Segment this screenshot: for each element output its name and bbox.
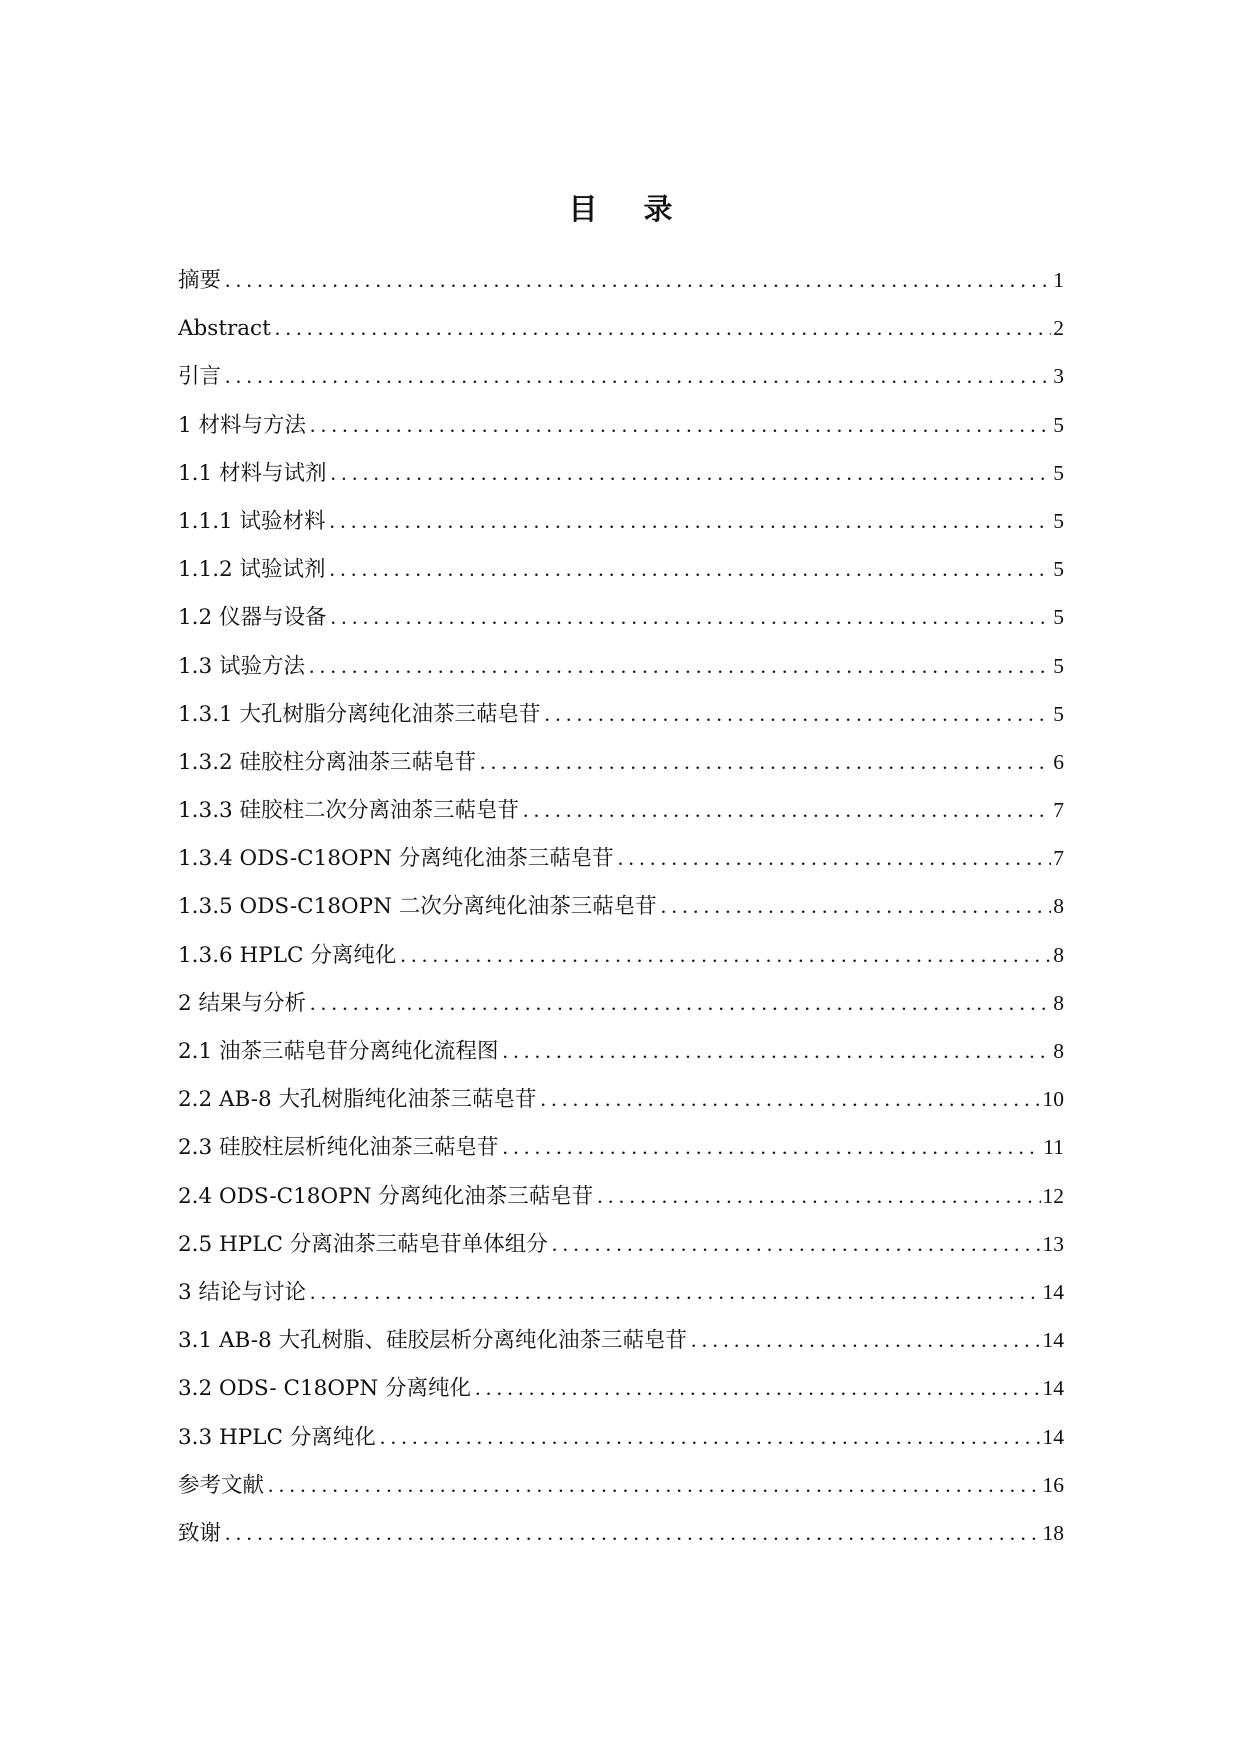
toc-entry-label: 3 结论与讨论: [178, 1279, 307, 1305]
toc-entry[interactable]: [178, 1278, 1064, 1326]
toc-dot-leader: [331, 459, 1052, 487]
toc-entry-page-number: 14: [1042, 1328, 1064, 1353]
toc-dot-leader: [597, 1182, 1040, 1210]
toc-entry-label: 3.3 HPLC 分离纯化: [178, 1424, 376, 1450]
toc-entry[interactable]: [178, 1374, 1064, 1422]
toc-dot-leader: [309, 652, 1051, 680]
toc-dot-leader: [310, 1278, 1040, 1306]
toc-dot-leader: [618, 844, 1052, 872]
toc-entry-label: 1.1.2 试验试剂: [178, 557, 326, 583]
toc-entry-label: 1.3.4 ODS-C18OPN 分离纯化油茶三萜皂苷: [178, 846, 614, 872]
toc-entry-label: 3.1 AB-8 大孔树脂、硅胶层析分离纯化油茶三萜皂苷: [178, 1328, 688, 1354]
toc-entry-page-number: 11: [1043, 1135, 1064, 1160]
toc-entry[interactable]: [178, 314, 1064, 362]
toc-entry[interactable]: [178, 603, 1064, 651]
toc-dot-leader: [330, 507, 1052, 535]
toc-entry[interactable]: [178, 844, 1064, 892]
toc-entry-page-number: 3: [1053, 364, 1064, 389]
toc-entry-label: 1.3.2 硅胶柱分离油茶三萜皂苷: [178, 749, 477, 775]
toc-dot-leader: [480, 748, 1051, 776]
toc-entry[interactable]: [178, 941, 1064, 989]
toc-entry-page-number: 7: [1053, 846, 1064, 871]
toc-entry-page-number: 12: [1042, 1183, 1064, 1208]
toc-dot-leader: [541, 1085, 1041, 1113]
toc-dot-leader: [225, 362, 1051, 390]
toc-dot-leader: [380, 1423, 1041, 1451]
toc-entry-page-number: 5: [1053, 605, 1064, 630]
toc-entry-page-number: 1: [1053, 268, 1064, 292]
toc-entry-label: 2.3 硅胶柱层析纯化油茶三萜皂苷: [178, 1135, 499, 1161]
toc-dot-leader: [503, 1037, 1052, 1065]
toc-dot-leader: [310, 411, 1051, 439]
toc-entry-page-number: 7: [1053, 798, 1064, 823]
toc-entry-page-number: 18: [1042, 1520, 1064, 1545]
toc-entry[interactable]: [178, 989, 1064, 1037]
toc-entry[interactable]: [178, 266, 1064, 314]
toc-dot-leader: [225, 1519, 1040, 1547]
toc-dot-leader: [268, 1471, 1040, 1499]
toc-entry-label: 致谢: [178, 1520, 222, 1546]
toc-entry-page-number: 5: [1053, 412, 1064, 437]
toc-entry-page-number: 5: [1053, 508, 1064, 533]
toc-entry-label: 2.1 油茶三萜皂苷分离纯化流程图: [178, 1039, 499, 1064]
toc-entry-page-number: 6: [1053, 749, 1064, 774]
toc-entry[interactable]: [178, 555, 1064, 603]
toc-entry-label: 1.3.6 HPLC 分离纯化: [178, 942, 397, 968]
toc-entry-page-number: 5: [1053, 701, 1064, 726]
toc-entry-label: 1.1 材料与试剂: [178, 460, 327, 486]
toc-dot-leader: [225, 266, 1051, 294]
toc-entry[interactable]: [178, 507, 1064, 555]
toc-entry-label: 2 结果与分析: [178, 990, 307, 1016]
toc-entry-page-number: 2: [1053, 316, 1064, 341]
toc-entry-page-number: 5: [1053, 557, 1064, 582]
toc-entry-page-number: 10: [1042, 1087, 1064, 1112]
toc-entry-label: 1.2 仪器与设备: [178, 605, 327, 631]
toc-entry-label: 1 材料与方法: [178, 412, 307, 438]
toc-entry-page-number: 5: [1053, 653, 1064, 678]
toc-entry[interactable]: [178, 1230, 1064, 1278]
toc-entry[interactable]: [178, 652, 1064, 700]
toc-dot-leader: [503, 1133, 1042, 1161]
toc-dot-leader: [475, 1374, 1040, 1402]
toc-dot-leader: [552, 1230, 1041, 1258]
toc-title: 目 录: [568, 192, 691, 226]
toc-dot-leader: [331, 603, 1052, 631]
toc-entry[interactable]: [178, 700, 1064, 748]
toc-entry-page-number: 8: [1053, 1039, 1064, 1063]
toc-entry-label: 1.3.1 大孔树脂分离纯化油茶三萜皂苷: [178, 701, 541, 727]
toc-dot-leader: [523, 796, 1051, 824]
toc-entry-page-number: 14: [1042, 1376, 1064, 1401]
toc-entry-label: 1.3 试验方法: [178, 653, 306, 679]
toc-entry[interactable]: [178, 748, 1064, 796]
toc-entry[interactable]: [178, 1133, 1064, 1181]
toc-dot-leader: [330, 555, 1052, 583]
toc-entry[interactable]: [178, 459, 1064, 507]
toc-entry-label: 3.2 ODS- C18OPN 分离纯化: [178, 1376, 472, 1402]
toc-entry-page-number: 8: [1053, 894, 1064, 919]
toc-dot-leader: [545, 700, 1052, 728]
toc-entry-page-number: 14: [1042, 1424, 1064, 1449]
toc-entry-page-number: 16: [1042, 1472, 1064, 1497]
toc-entry-page-number: 5: [1053, 460, 1064, 485]
toc-dot-leader: [310, 989, 1051, 1017]
toc-entry[interactable]: [178, 1326, 1064, 1374]
toc-entry-page-number: 8: [1053, 990, 1064, 1015]
toc-entry-label: 摘要: [178, 268, 222, 293]
toc-entry[interactable]: [178, 1037, 1064, 1085]
toc-dot-leader: [691, 1326, 1040, 1354]
toc-entry-label: Abstract: [178, 316, 271, 342]
toc-entry[interactable]: [178, 796, 1064, 844]
toc-entry[interactable]: [178, 1519, 1064, 1567]
toc-entry-label: 2.2 AB-8 大孔树脂纯化油茶三萜皂苷: [178, 1087, 537, 1113]
toc-entry-label: 1.3.3 硅胶柱二次分离油茶三萜皂苷: [178, 798, 520, 824]
toc-dot-leader: [275, 314, 1052, 342]
toc-list: [178, 266, 1064, 1567]
toc-entry-label: 1.1.1 试验材料: [178, 508, 326, 534]
toc-entry[interactable]: [178, 892, 1064, 940]
toc-entry-label: 参考文献: [178, 1472, 265, 1498]
toc-entry[interactable]: [178, 1182, 1064, 1230]
toc-entry-page-number: 8: [1053, 942, 1064, 967]
toc-entry-page-number: 14: [1042, 1279, 1064, 1304]
toc-entry[interactable]: [178, 1471, 1064, 1519]
toc-entry[interactable]: [178, 362, 1064, 410]
toc-entry[interactable]: [178, 1423, 1064, 1471]
toc-entry[interactable]: [178, 411, 1064, 459]
toc-entry[interactable]: [178, 1085, 1064, 1133]
toc-entry-label: 引言: [178, 364, 222, 390]
toc-dot-leader: [661, 892, 1052, 920]
toc-entry-label: 1.3.5 ODS-C18OPN 二次分离纯化油茶三萜皂苷: [178, 894, 657, 920]
toc-entry-label: 2.4 ODS-C18OPN 分离纯化油茶三萜皂苷: [178, 1183, 594, 1209]
toc-entry-label: 2.5 HPLC 分离油茶三萜皂苷单体组分: [178, 1231, 548, 1257]
toc-dot-leader: [400, 941, 1051, 969]
toc-entry-page-number: 13: [1042, 1231, 1064, 1256]
